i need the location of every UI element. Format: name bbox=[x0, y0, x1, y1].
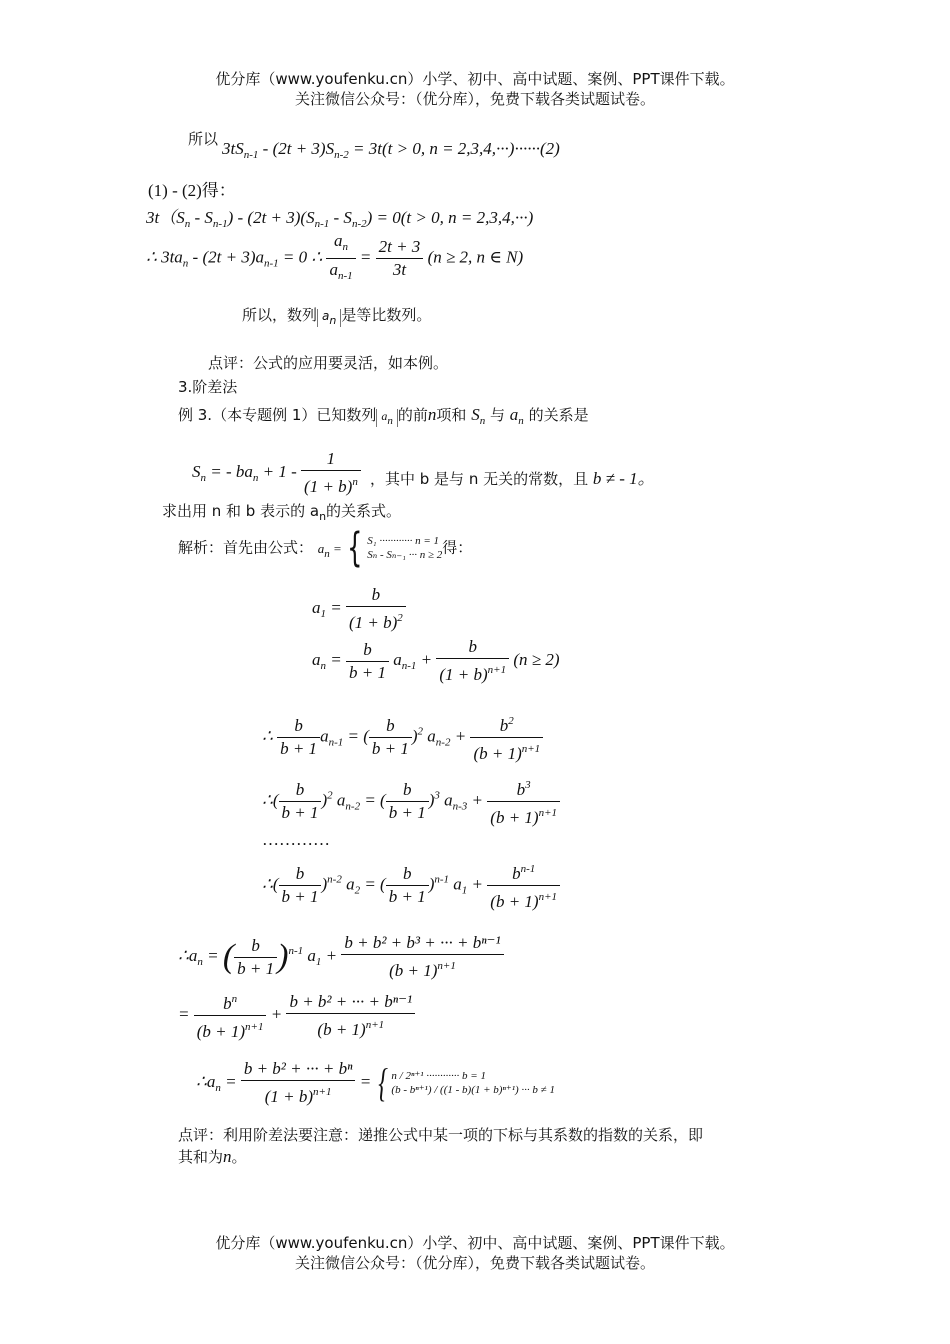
equation-3: $3t(S_n - S_{n-1}) - (2t + 3)(S_{n-1} - S_{n-2}) = 0(t > 0$, n = 2,3,4,···) bbox=[146, 208, 534, 230]
section-3-title: 3.阶差法 bbox=[178, 378, 238, 396]
step-1: ∴ $\frac{b}{b + 1}$ $a_{n-1}$ = ( $\frac{b}{b + 1}$ )$^2$ $a_{n-2}$ + $\frac{b^2}{(b + 1)^{n+1}}$ bbox=[262, 710, 543, 765]
difference-label: (1) - (2)得： bbox=[148, 181, 236, 200]
header-line-1: 优分库（www.youfenku.cn）小学、初中、高中试题、案例、PPT课件下载。 bbox=[215, 70, 735, 88]
a1-equation: $a_1$ = $\frac{b}{(1 + b)^2}$ bbox=[312, 584, 406, 634]
jiexi: 解析：首先由公式： $a_n$ = { S₁ ············ n = 1 Sₙ - Sₙ₋₁ ··· n ≥ 2得： bbox=[178, 525, 473, 571]
an-sum-2: = $\frac{b^n}{(b + 1)^{n+1}}$ + $\frac{\text{b + b² + ··· + bⁿ⁻¹}}{(b + 1)^{n+1}}$ bbox=[178, 988, 415, 1043]
equation-4: ∴ $3ta_n - (2t + 3)a_{n-1} = 0$ ∴ $\frac{a_n}{a_{n-1}}$ = $\frac{2t + 3}{3t}$ (n ≥ 2, n ∈ N) bbox=[146, 231, 524, 282]
example-3: 例 3.（本专题例 1）已知数列 an 的前n项和 $S_n$ 与 $a_n$ 的关系是 bbox=[178, 405, 589, 427]
step-3: ∴( $\frac{b}{b + 1}$ )$^{n-2}$ $a_2$ = ( $\frac{b}{b + 1}$ )$^{n-1}$ $a_1$ + $\frac{b^{n-1}}{(b + 1)^{n+1}}$ bbox=[262, 858, 560, 913]
comment-1: 点评：公式的应用要灵活，如本例。 bbox=[208, 354, 449, 372]
ellipsis: ………… bbox=[262, 830, 330, 849]
header-line-2: 关注微信公众号：（优分库），免费下载各类试题试卷。 bbox=[294, 90, 655, 108]
comment-2-line-1: 点评：利用阶差法要注意：递推公式中某一项的下标与其系数的指数的关系，即 bbox=[178, 1126, 704, 1144]
footer-line-2: 关注微信公众号：（优分库），免费下载各类试题试卷。 bbox=[294, 1254, 655, 1272]
an-final: $\therefore a_n$ = $\frac{\text{b + b² + ··· + bⁿ}}{(1 + b)^{n+1}}$ = { n / 2ⁿ⁺¹ ············ b = 1 (b - bⁿ⁺¹) / ((1 - b)(1 + b)ⁿ⁺¹) ··· b ≠ 1 bbox=[196, 1059, 555, 1106]
comment-2-line-2: 其和为n。 bbox=[178, 1147, 247, 1166]
an-recurrence: $a_n$ = $\frac{b}{b + 1}$ $a_{n-1}$ + $\frac{b}{(1 + b)^{n+1}}$ (n ≥ 2) bbox=[312, 637, 560, 684]
step-2: ∴( $\frac{b}{b + 1}$ )$^2$ $a_{n-2}$ = ( $\frac{b}{b + 1}$ )$^3$ $a_{n-3}$ + $\frac{b^3}{(b + 1)^{n+1}}$ bbox=[262, 774, 560, 829]
sn-relation: $S_n$ = - $ba_n + 1$ - $\frac{1}{(1 + b)^n}$ bbox=[192, 448, 361, 498]
suoyi-label: 所以 bbox=[188, 130, 219, 148]
footer-line-1: 优分库（www.youfenku.cn）小学、初中、高中试题、案例、PPT课件下载。 bbox=[215, 1234, 735, 1252]
an-sum: $\therefore a_n$ = ( $\frac{b}{b + 1}$ )$^{n-1}$ $a_1$ + $\frac{\text{b + b² + b³ + ··· + bⁿ⁻¹}}{(b + 1)^{n+1}}$ bbox=[178, 932, 504, 982]
conclusion: 所以，数列 an 是等比数列。 bbox=[242, 306, 432, 327]
equation-2: $3tS_{n-1} - (2t + 3)S_{n-2} = 3t(t > 0$, n = 2,3,4,···)······(2) bbox=[222, 139, 560, 161]
sn-note: ，其中 b 是与 n 无关的常数，且 b ≠ - 1。 bbox=[370, 469, 655, 488]
ask: 求出用 n 和 b 表示的 $a_n$的关系式。 bbox=[162, 502, 402, 523]
